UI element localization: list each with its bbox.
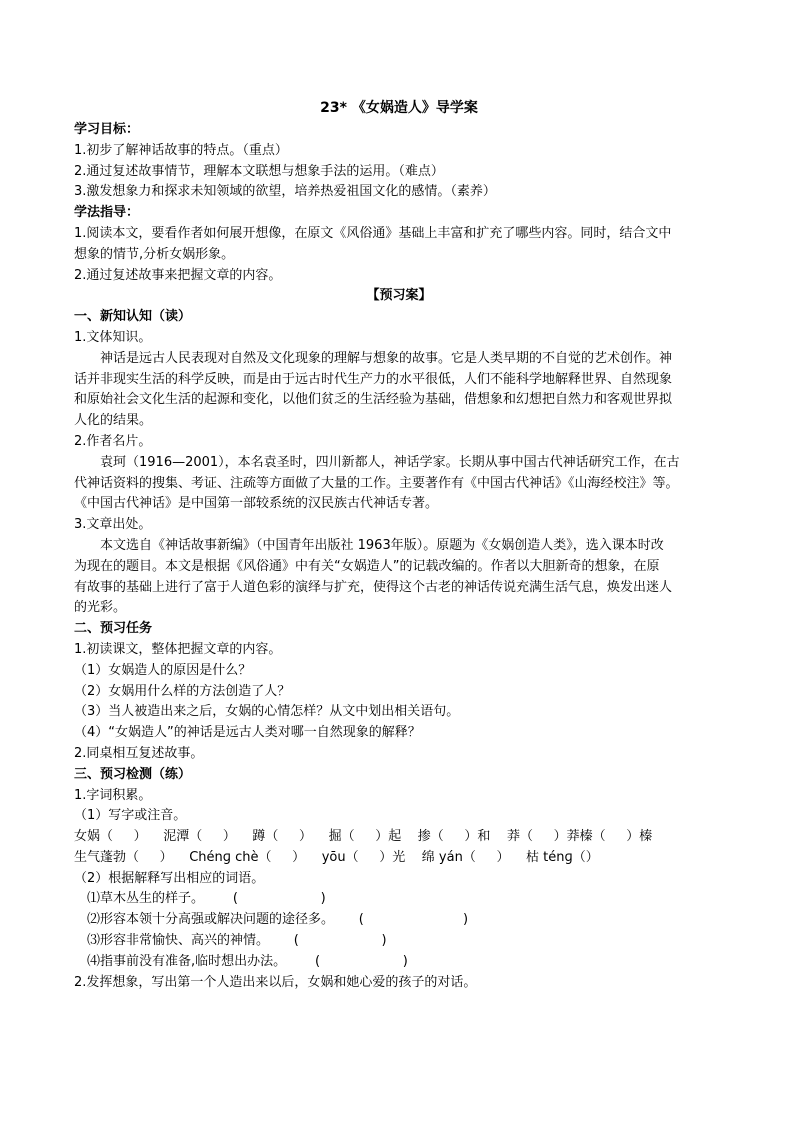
exercise-subitem: （1）写字或注音。 — [74, 808, 187, 824]
author-paragraph-line: 代神话资料的搜集、考证、注疏等方面做了大量的工作。主要著作有《中国古代神话》《山海经校注》等。 — [74, 475, 679, 491]
source-paragraph-line: 的光彩。 — [74, 600, 127, 616]
objectives-heading: 学习目标： — [74, 122, 140, 137]
question-item: （2）女娲用什么样的方法创造了人？ — [74, 683, 291, 699]
genre-paragraph-line: 话并非现实生活的科学反映，而是由于远古时代生产力的水平很低，人们不能科学地解释世界、自然现象 — [74, 371, 673, 387]
method-item-line: 1.阅读本文，要看作者如何展开想像，在原文《风俗通》基础上丰富和扩充了哪些内容。同时，结合文中 — [74, 225, 672, 241]
exercise-item: 2.发挥想象，写出第一个人造出来以后，女娲和她心爱的孩子的对话。 — [74, 974, 477, 990]
author-heading: 2.作者名片。 — [74, 433, 152, 449]
objective-item: 2.通过复述故事情节，理解本文联想与想象手法的运用。（难点） — [74, 163, 444, 179]
task-item: 2.同桌相互复述故事。 — [74, 745, 204, 761]
definition-item: ⑶形容非常愉快、高兴的神情。 ( ) — [87, 933, 387, 949]
preview-case-heading: 【预习案】 — [366, 288, 432, 304]
task-item: 1.初读课文，整体把握文章的内容。 — [74, 641, 282, 657]
source-paragraph-line: 有故事的基础上进行了富于人道色彩的演绎与扩充，使得这个古老的神话传说充满生活气息，焕发出迷人 — [74, 579, 673, 595]
exercise-subitem: （2）根据解释写出相应的词语。 — [74, 870, 265, 886]
definition-item: ⑵形容本领十分高强或解决问题的途径多。 ( ) — [87, 912, 469, 928]
definition-item: ⑷指事前没有准备,临时想出办法。 ( ) — [87, 953, 408, 969]
method-item-line: 想象的情节,分析女娲形象。 — [74, 246, 235, 262]
objective-item: 1.初步了解神话故事的特点。（重点） — [74, 142, 288, 158]
author-paragraph-line: 袁珂（1916—2001），本名袁圣时，四川新都人，神话学家。长期从事中国古代神话研究工作，在古 — [100, 454, 680, 470]
character-fill-line: 女娲（ ） 泥潭（ ） 蹲（ ） 掘（ ）起 掺（ ）和 莽（ ）莽榛（ ）榛 — [74, 829, 653, 845]
genre-paragraph-line: 人化的结果。 — [74, 413, 153, 429]
section-heading: 二、预习任务 — [74, 621, 153, 637]
section-heading: 三、预习检测（练） — [74, 766, 192, 782]
methods-heading: 学法指导： — [74, 205, 140, 221]
source-paragraph-line: 本文选自《神话故事新编》（中国青年出版社 1963年版）。原题为《女娲创造人类》，选入课本时改 — [100, 537, 664, 553]
question-item: （3）当人被造出来之后，女娲的心情怎样？从文中划出相关语句。 — [74, 704, 460, 720]
genre-heading: 1.文体知识。 — [74, 329, 152, 345]
section-heading: 一、新知认知（读） — [74, 309, 192, 325]
source-heading: 3.文章出处。 — [74, 517, 152, 533]
genre-paragraph-line: 神话是远古人民表现对自然及文化现象的理解与想象的故事。它是人类早期的不自觉的艺术创作。神 — [100, 350, 673, 366]
worksheet-page — [74, 97, 724, 993]
exercise-item: 1.字词积累。 — [74, 787, 152, 803]
page-title: 23* 《女娲造人》导学案 — [320, 100, 478, 116]
objective-item: 3.激发想象力和探求未知领域的欲望，培养热爱祖国文化的感情。（素养） — [74, 184, 496, 200]
definition-item: ⑴草木丛生的样子。 ( ) — [87, 891, 326, 907]
genre-paragraph-line: 和原始社会文化生活的起源和变化，以他们贫乏的生活经验为基础，借想象和幻想把自然力和客观世界拟 — [74, 392, 673, 408]
method-item: 2.通过复述故事来把握文章的内容。 — [74, 267, 282, 283]
character-fill-line: 生气蓬勃（ ） Chénɡ chè（ ） yōu（ ）光 绵 yán（ ） 枯 ténɡ（） — [74, 849, 599, 865]
question-item: （1）女娲造人的原因是什么？ — [74, 662, 252, 678]
source-paragraph-line: 为现在的题目。本文是根据《风俗通》中有关“女娲造人”的记载改编的。作者以大胆新奇的想象，在原 — [74, 558, 660, 574]
author-paragraph-line: 《中国古代神话》是中国第一部较系统的汉民族古代神话专著。 — [74, 496, 439, 512]
question-item: （4）“女娲造人”的神话是远古人类对哪一自然现象的解释？ — [74, 725, 421, 741]
